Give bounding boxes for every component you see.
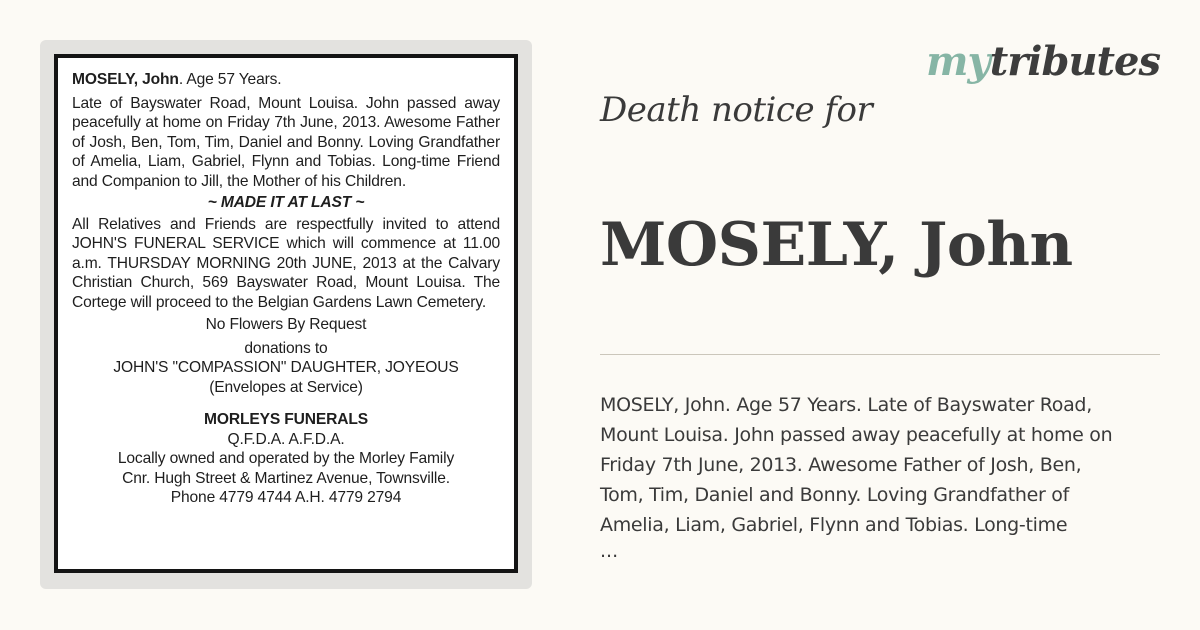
notice-heading-name: MOSELY, John [72,71,179,88]
excerpt-ellipsis: ... [600,540,619,562]
notice-qualifications: Q.F.D.A. A.F.D.A. [227,430,345,448]
notice-owned: Locally owned and operated by the Morley Family [117,450,455,467]
notice-heading-age: . Age 57 Years. [178,71,282,88]
notice-frame [54,54,518,573]
notice-daughter: JOHN'S "COMPASSION" DAUGHTER, JOYEOUS [113,359,459,376]
brand-logo[interactable] [926,38,1160,85]
divider [600,354,1160,355]
notice-excerpt: MOSELY, John. Age 57 Years. Late of Bayswater Road, Mount Louisa. John passed away peacefully at home on Friday 7th June, 2013. Awesome Father of Josh, Ben, Tom, Tim, Daniel and Bonny. Loving Grandfather of Amelia, Liam, Gabriel, Flynn and Tobias. Long-time [600,394,1113,536]
notice-heading [72,70,500,90]
notice-donations: donations to [244,339,328,357]
brand-logo-part-1: my [926,38,990,85]
notice-flowers: No Flowers By Request [205,316,367,333]
notice-address: Cnr. Hugh Street & Martinez Avenue, Townsville. [122,469,450,487]
notice-image [40,40,532,589]
notice-motto: ~ MADE IT AT LAST ~ [207,194,365,211]
deceased-name: MOSELY, John [600,210,1073,280]
notice-phone: Phone 4779 4744 A.H. 4779 2794 [170,489,402,506]
brand-logo-part-2: tributes [989,38,1160,85]
notice-funeral-home: MORLEYS FUNERALS [204,411,368,428]
notice-paragraph-1: Late of Bayswater Road, Mount Louisa. John passed away peacefully at home on Friday 7th June, 2013. Awesome Father of Josh, Ben, Tom, Tim, Daniel and Bonny. Loving Grandfather of Amelia, Liam, Gabriel, Flynn and Tobias. Long-time Friend and Companion to Jill, the Mother of his Children. [72,94,500,190]
page-subtitle: Death notice for [600,90,873,130]
notice-envelopes: (Envelopes at Service) [209,378,363,396]
notice-paragraph-2: All Relatives and Friends are respectfully invited to attend JOHN'S FUNERAL SERVICE which will commence at 11.00 a.m. THURSDAY MORNING 20th JUNE, 2013 at the Calvary Christian Church, 569 Bayswater Road, Mount Louisa. The Cortege will proceed to the Belgian Gardens Lawn Cemetery. [72,215,500,311]
